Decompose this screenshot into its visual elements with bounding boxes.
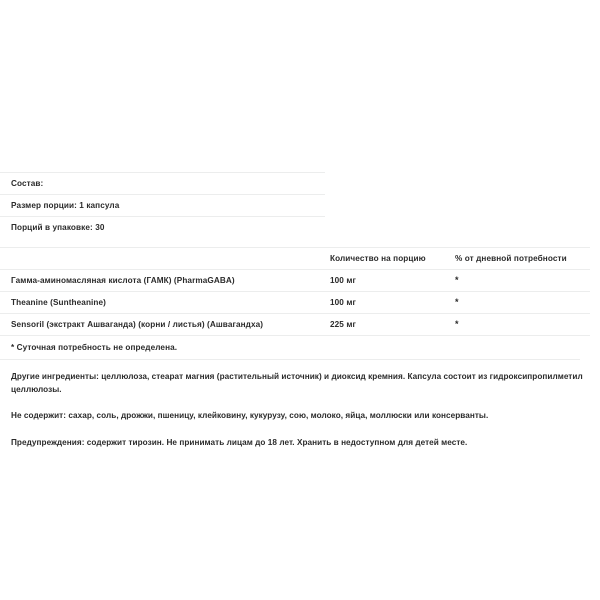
table-row bbox=[0, 313, 600, 335]
info-row-label: Состав: bbox=[11, 178, 44, 188]
table-row bbox=[0, 291, 600, 313]
ingredient-amount: 100 мг bbox=[330, 275, 357, 285]
top-spacer bbox=[0, 0, 600, 172]
info-row-label: Порций в упаковке: 30 bbox=[11, 222, 105, 232]
warnings-paragraph: Предупреждения: содержит тирозин. Не принимать лицам до 18 лет. Хранить в недоступном для детей месте. bbox=[11, 437, 468, 447]
ingredient-amount: 225 мг bbox=[330, 319, 357, 329]
daily-value-footnote bbox=[0, 335, 600, 359]
ingredient-name: Theanine (Suntheanine) bbox=[11, 297, 106, 307]
other-ingredients-paragraph: Другие ингредиенты: целлюлоза, стеарат магния (растительный источник) и диоксид кремния. Капсула состоит из гидроксипропилметил целлюлозы. bbox=[11, 372, 583, 394]
column-header-daily-value: % от дневной потребности bbox=[455, 253, 567, 263]
free-from-paragraph: Не содержит: сахар, соль, дрожжи, пшеницу, клейковину, кукурузу, сою, молоко, яйца, моллюски или консерванты. bbox=[11, 411, 489, 420]
table-row bbox=[0, 269, 600, 291]
ingredient-amount: 100 мг bbox=[330, 297, 357, 307]
info-row-label: Размер порции: 1 капсула bbox=[11, 200, 120, 210]
footnote-text: * Суточная потребность не определена. bbox=[11, 342, 178, 352]
table-header-row bbox=[0, 247, 600, 269]
ingredient-daily-value: * bbox=[455, 296, 459, 307]
product-details bbox=[0, 360, 600, 449]
serving-info-block bbox=[0, 172, 600, 238]
info-row-serving-size bbox=[0, 194, 600, 216]
ingredient-name: Sensoril (экстракт Ашваганда) (корни / листья) (Ашвагандха) bbox=[11, 319, 264, 329]
ingredient-name: Гамма-аминомасляная кислота (ГАМК) (PharmaGABA) bbox=[11, 275, 235, 285]
ingredient-daily-value: * bbox=[455, 318, 459, 329]
ingredient-daily-value: * bbox=[455, 274, 459, 285]
column-header-amount: Количество на порцию bbox=[330, 253, 426, 263]
supplement-facts-table bbox=[0, 238, 600, 359]
info-row-servings-per-container bbox=[0, 216, 600, 238]
info-row-composition bbox=[0, 172, 600, 194]
